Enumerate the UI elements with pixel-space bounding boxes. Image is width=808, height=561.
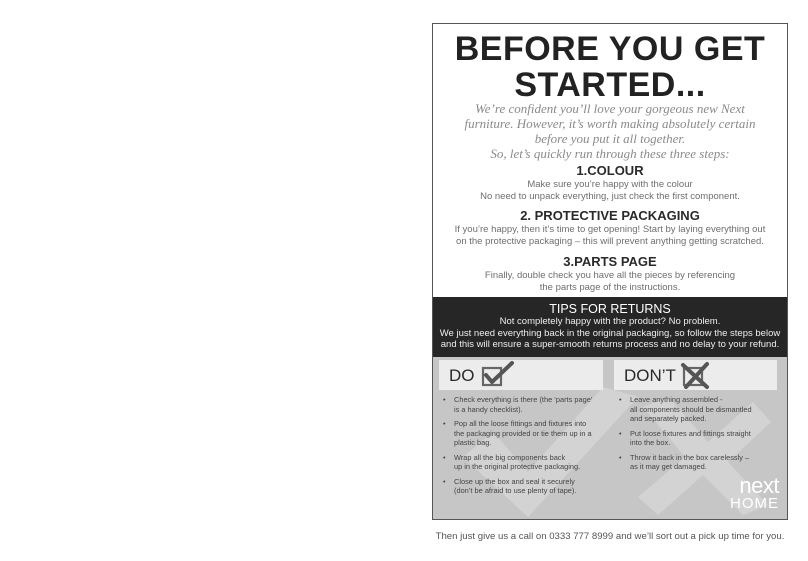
step-line: on the protective packaging – this will prevent anything getting scratched.: [456, 236, 764, 247]
list-item: [618, 453, 773, 472]
dont-label: DON’T: [624, 366, 676, 385]
step-colour-text: [433, 179, 787, 203]
list-item: [442, 395, 602, 414]
tips-heading: TIPS FOR RETURNS: [549, 302, 671, 316]
list-item: [618, 395, 773, 424]
list-item: [442, 419, 602, 448]
list-item-line: Check everything is there (the ‘parts page’: [454, 395, 593, 404]
step-line: the parts page of the instructions.: [539, 282, 681, 293]
intro-line: furniture. However, it’s worth making absolutely certain: [464, 116, 756, 131]
list-item-line: (don’t be afraid to use plenty of tape).: [454, 486, 577, 495]
crossed-box-icon: [680, 361, 720, 389]
list-item-line: and separately packed.: [630, 414, 707, 423]
list-item: [442, 477, 602, 496]
footer-text: Then just give us a call on 0333 777 8999 and we’ll sort out a pick up time for you.: [435, 531, 785, 542]
step-line: If you’re happy, then it’s time to get opening! Start by laying everything out: [454, 224, 766, 235]
intro-line: before you put it all together.: [534, 131, 686, 146]
dont-list: [618, 395, 773, 477]
step-parts-heading: 3.PARTS PAGE: [563, 254, 657, 269]
intro-line: So, let’s quickly run through these three steps:: [490, 146, 730, 161]
step-parts-text: [433, 270, 787, 294]
list-item-line: Put loose fixtures and fittings straight: [630, 428, 751, 438]
list-item: [618, 429, 773, 448]
list-item-line: is a handy checklist).: [454, 404, 523, 414]
tips-line: and this will ensure a super-smooth returns process and no delay to your refund.: [440, 339, 780, 350]
bullet: •: [443, 476, 446, 486]
page-title-line-1: BEFORE YOU GET: [454, 30, 766, 68]
list-item-line: Wrap all the big components back: [454, 452, 566, 462]
list-item-line: Throw it back in the box carelessly –: [630, 452, 750, 462]
bullet: •: [443, 395, 446, 404]
do-header: [439, 360, 603, 390]
instruction-panel: [432, 23, 788, 520]
step-packaging-text: [433, 224, 787, 248]
step-line: Make sure you’re happy with the colour: [527, 179, 693, 190]
bullet: •: [619, 395, 622, 404]
page-title-line-2: STARTED...: [514, 66, 706, 104]
step-colour-heading: 1.COLOUR: [576, 163, 644, 178]
list-item-line: into the box.: [630, 438, 671, 447]
list-item: [442, 453, 602, 472]
tips-text: [433, 316, 787, 351]
do-list: [442, 395, 602, 501]
intro-text: [441, 101, 779, 161]
step-line: Finally, double check you have all the pieces by referencing: [484, 270, 736, 281]
list-item-line: as it may get damaged.: [630, 462, 707, 471]
next-home-logo: [730, 473, 779, 512]
step-packaging-heading: 2. PROTECTIVE PACKAGING: [520, 208, 700, 223]
list-item-line: up in the original protective packaging.: [454, 462, 581, 471]
bullet: •: [619, 428, 622, 438]
checked-box-icon: [479, 361, 519, 389]
intro-line: We’re confident you’ll love your gorgeous new Next: [475, 101, 745, 116]
do-dont-section: [433, 357, 787, 520]
list-item-line: Close up the box and seal it securely: [454, 476, 575, 486]
list-item-line: plastic bag.: [454, 438, 492, 447]
tips-line: Not completely happy with the product? No problem.: [499, 316, 721, 327]
bullet: •: [443, 452, 446, 462]
tips-line: We just need everything back in the original packaging, so follow the steps below: [439, 327, 781, 339]
logo-home: HOME: [730, 495, 779, 512]
logo-next: next: [739, 473, 779, 498]
step-line: No need to unpack everything, just check the first component.: [480, 191, 740, 202]
tips-for-returns-banner: [433, 297, 787, 357]
dont-header: [614, 360, 777, 390]
list-item-line: all components should be dismantled: [630, 404, 752, 414]
do-label: DO: [449, 366, 475, 385]
bullet: •: [619, 452, 622, 462]
bullet: •: [443, 419, 446, 428]
list-item-line: the packaging provided or tie them up in a: [454, 428, 592, 438]
list-item-line: Leave anything assembled -: [630, 395, 723, 404]
list-item-line: Pop all the loose fittings and fixtures into: [454, 419, 587, 428]
